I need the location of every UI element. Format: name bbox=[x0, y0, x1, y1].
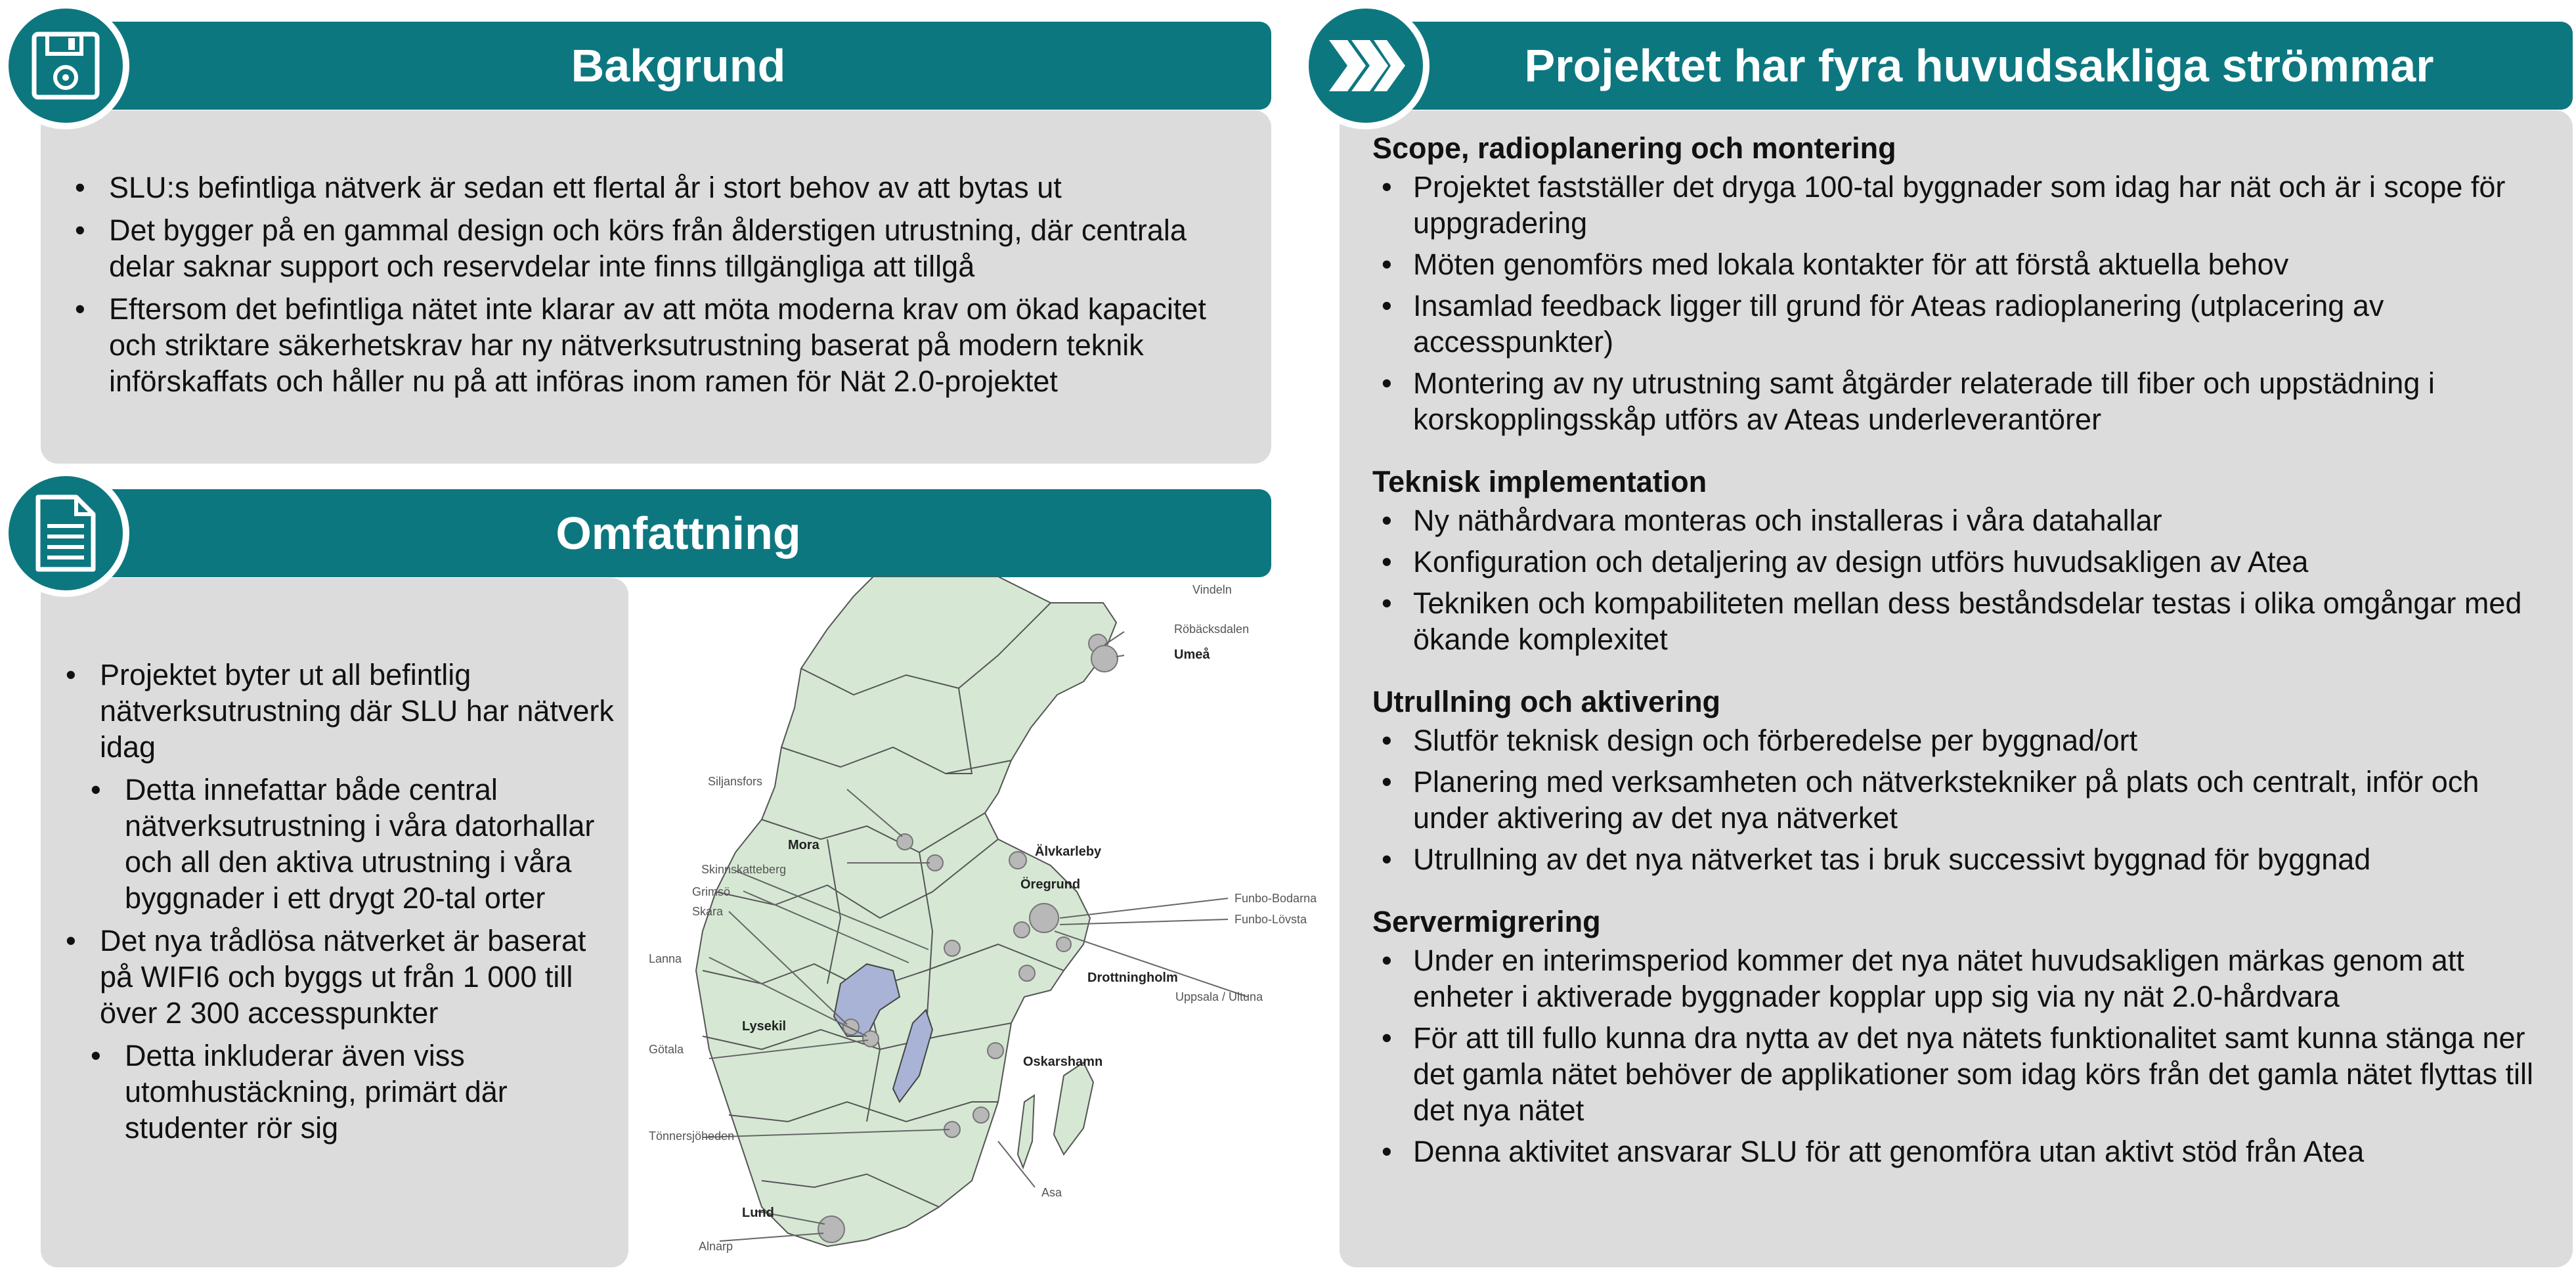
list-item: • Planering med verksamheten och nätverkstekniker på plats och centralt, inför och under aktivering av det nya nätverket bbox=[1372, 764, 2561, 836]
list-item: • Montering av ny utrustning samt åtgärder relaterade till fiber och uppstädning i korskopplingsskåp utförs av Ateas underleverantörer bbox=[1372, 365, 2561, 437]
stream-bullets bbox=[1372, 502, 2561, 657]
omfattning-header bbox=[85, 489, 1271, 577]
bakgrund-header bbox=[85, 22, 1271, 110]
floppy-disk-icon bbox=[29, 29, 102, 102]
map-label-alnarp: Alnarp bbox=[699, 1240, 733, 1253]
map-label-grimso: Grimsö bbox=[692, 885, 730, 898]
document-icon bbox=[29, 493, 102, 573]
map-label-lund: Lund bbox=[742, 1206, 774, 1220]
list-item: • Eftersom det befintliga nätet inte klarar av att möta moderna krav om ökad kapacitet och striktare säkerhetskrav har ny nätverksutrustning baserat på modern teknik införskaffats och håller nu på att införas inom ramen för Nät 2.0-projektet bbox=[66, 291, 1248, 399]
map-island bbox=[1018, 1095, 1034, 1168]
list-item: • Detta inkluderar även viss utomhustäckning, primärt där studenter rör sig bbox=[81, 1038, 615, 1146]
stream-scope bbox=[1372, 130, 2561, 437]
map-label-drottningholm: Drottningholm bbox=[1087, 971, 1178, 985]
stream-teknisk bbox=[1372, 464, 2561, 657]
map-label-mora: Mora bbox=[788, 838, 819, 852]
list-item: • Projektet byter ut all befintlig nätverksutrustning där SLU har nätverk idag bbox=[56, 657, 615, 765]
sweden-map bbox=[630, 577, 1326, 1270]
stream-utrullning bbox=[1372, 684, 2561, 877]
map-label-lanna: Lanna bbox=[649, 952, 682, 965]
projektet-header bbox=[1386, 22, 2573, 110]
projektet-streams bbox=[1372, 130, 2561, 1170]
map-label-umea: Umeå bbox=[1174, 647, 1210, 662]
map-label-funbo-lovsta: Funbo-Lövsta bbox=[1234, 913, 1307, 926]
map-label-alvkarleby: Älvkarleby bbox=[1035, 844, 1102, 859]
list-item: • Projektet fastställer det dryga 100-tal byggnader som idag har nät och är i scope för uppgradering bbox=[1372, 169, 2561, 241]
list-item: • Konfiguration och detaljering av design utförs huvudsakligen av Atea bbox=[1372, 544, 2561, 580]
stream-title: Teknisk implementation bbox=[1372, 465, 1707, 498]
map-label-vindeln: Vindeln bbox=[1192, 583, 1232, 596]
stream-title: Utrullning och aktivering bbox=[1372, 685, 1721, 718]
bakgrund-icon-circle bbox=[2, 2, 129, 129]
stream-servermigrering bbox=[1372, 904, 2561, 1170]
bakgrund-bullets bbox=[66, 169, 1248, 406]
map-label-oskarshamn: Oskarshamn bbox=[1023, 1055, 1103, 1069]
list-item: • Ny näthårdvara monteras och installeras i våra datahallar bbox=[1372, 502, 2561, 538]
stream-title: Scope, radioplanering och montering bbox=[1372, 131, 1896, 165]
stream-bullets bbox=[1372, 169, 2561, 437]
map-label-asa: Asa bbox=[1041, 1186, 1062, 1199]
list-item: • Det bygger på en gammal design och körs från ålderstigen utrustning, där centrala delar saknar support och reservdelar inte finns tillgängliga att tillgå bbox=[66, 212, 1248, 284]
list-item: • För att till fullo kunna dra nytta av det nya nätets funktionalitet samt kunna stänga ner det gamla nätet behöver de applikationer som idag körs från det gamla nätet flyttas till det nya nätet bbox=[1372, 1020, 2561, 1128]
list-item: • SLU:s befintliga nätverk är sedan ett flertal år i stort behov av att bytas ut bbox=[66, 169, 1248, 206]
list-item: • Möten genomförs med lokala kontakter för att förstå aktuella behov bbox=[1372, 246, 2561, 282]
list-item: • Det nya trådlösa nätverket är baserat på WIFI6 och byggs ut från 1 000 till över 2 300 accesspunkter bbox=[56, 923, 615, 1031]
stream-bullets bbox=[1372, 722, 2561, 877]
map-label-gotala: Götala bbox=[649, 1043, 684, 1056]
bakgrund-title: Bakgrund bbox=[571, 40, 786, 91]
map-graphic bbox=[630, 577, 1326, 1270]
map-label-robacksdalen: Röbäcksdalen bbox=[1174, 623, 1250, 636]
map-label-funbo-bodarna: Funbo-Bodarna bbox=[1234, 892, 1317, 905]
list-item: • Under en interimsperiod kommer det nya nätet huvudsakligen märkas genom att enheter i aktiverade byggnader kopplar upp sig via ny nät 2.0-hårdvara bbox=[1372, 942, 2561, 1015]
map-label-oregrund: Öregrund bbox=[1020, 877, 1081, 892]
map-label-skara: Skara bbox=[692, 905, 724, 918]
list-item: • Detta innefattar både central nätverksutrustning i våra datorhallar och all den aktiva utrustning i våra byggnader i ett drygt 20-tal orter bbox=[81, 772, 615, 916]
omfattning-icon-circle bbox=[2, 470, 129, 597]
projektet-title: Projektet har fyra huvudsakliga strömmar bbox=[1524, 40, 2434, 91]
stream-bullets bbox=[1372, 942, 2561, 1170]
map-label-siljansfors: Siljansfors bbox=[708, 775, 763, 788]
map-island bbox=[1054, 1062, 1093, 1154]
list-item: • Utrullning av det nya nätverket tas i bruk successivt byggnad för byggnad bbox=[1372, 841, 2561, 877]
projektet-icon-circle bbox=[1302, 2, 1430, 129]
list-item: • Insamlad feedback ligger till grund för Ateas radioplanering (utplacering av accesspunkter) bbox=[1372, 288, 2561, 360]
omfattning-bullets bbox=[56, 657, 615, 1152]
list-item: • Slutför teknisk design och förberedelse per byggnad/ort bbox=[1372, 722, 2561, 758]
map-label-uppsala: Uppsala / Ultuna bbox=[1175, 990, 1263, 1003]
map-label-tonnersjoheden: Tönnersjöheden bbox=[649, 1129, 735, 1143]
chevrons-right-icon bbox=[1325, 36, 1407, 95]
list-item: • Tekniken och kompabiliteten mellan dess beståndsdelar testas i olika omgångar med ökande komplexitet bbox=[1372, 585, 2561, 657]
omfattning-title: Omfattning bbox=[556, 508, 801, 559]
stream-title: Servermigrering bbox=[1372, 905, 1601, 938]
map-label-skinnskatteberg: Skinnskatteberg bbox=[701, 863, 787, 876]
list-item: • Denna aktivitet ansvarar SLU för att genomföra utan aktivt stöd från Atea bbox=[1372, 1133, 2561, 1170]
map-label-lysekil: Lysekil bbox=[742, 1019, 787, 1034]
